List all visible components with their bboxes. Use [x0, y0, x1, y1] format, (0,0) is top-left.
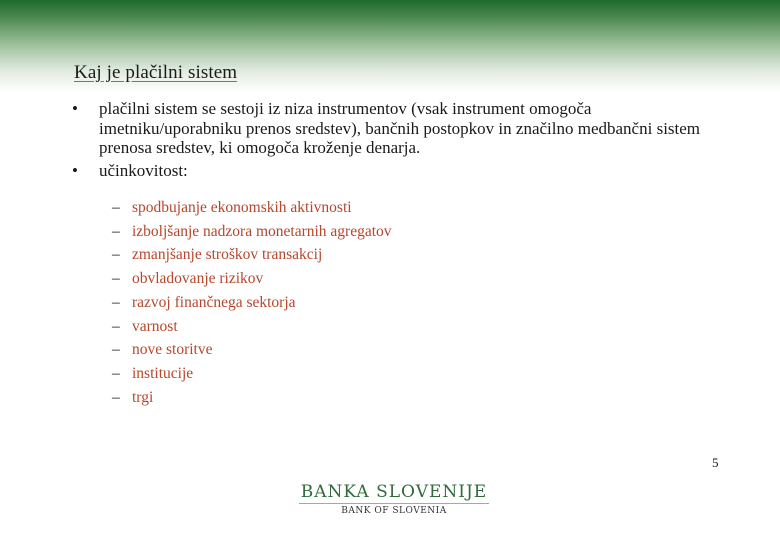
subitem-text: trgi: [132, 388, 154, 406]
slide-title: Kaj je plačilni sistem: [74, 62, 238, 83]
dash-mark: –: [112, 341, 120, 359]
subitem: [112, 267, 392, 291]
dash-mark: –: [112, 270, 120, 288]
subitem-text: spodbujanje ekonomskih aktivnosti: [132, 199, 352, 216]
dash-mark: –: [112, 388, 120, 406]
dash-mark: –: [112, 293, 120, 311]
dash-mark: –: [112, 246, 120, 264]
bullet-item: [72, 99, 712, 158]
subitem-text: razvoj finančnega sektorja: [132, 293, 296, 311]
bullet-text: učinkovitost:: [99, 160, 188, 180]
bullet-item: [72, 161, 712, 181]
subitem-text: institucije: [132, 364, 194, 382]
dash-mark: –: [112, 364, 120, 382]
subitem-text: zmanjšanje stroškov transakcij: [132, 246, 323, 264]
subitem: [112, 220, 392, 244]
subitem: [112, 291, 392, 315]
subitem-list: [112, 196, 392, 409]
subitem: [112, 362, 392, 386]
dash-mark: –: [112, 199, 120, 216]
subitem-text: nove storitve: [132, 341, 213, 359]
logo-sub-text: BANK OF SLOVENIA: [341, 506, 447, 516]
subitem: [112, 196, 392, 220]
bullet-list: [72, 99, 712, 183]
subitem: [112, 315, 392, 339]
subitem: [112, 386, 392, 410]
bullet-mark: •: [72, 99, 78, 118]
subitem-text: varnost: [132, 317, 178, 335]
bullet-text: plačilni sistem se sestoji iz niza instrumentov (vsak instrument omogoča imetniku/uporabniku prenos sredstev), bančnih postopkov in značilno medbančni sistem prenosa sredstev, ki omogoča kroženje denarja.: [99, 99, 701, 157]
dash-mark: –: [112, 317, 120, 335]
dash-mark: –: [112, 222, 120, 240]
subitem: [112, 243, 392, 267]
subitem: [112, 338, 392, 362]
logo-main-text: BANKA SLOVENIJE: [300, 482, 488, 502]
subitem-text: obvladovanje rizikov: [132, 270, 264, 288]
bullet-mark: •: [72, 160, 78, 180]
bank-logo: [290, 482, 498, 516]
page-number: 5: [712, 455, 719, 470]
subitem-text: izboljšanje nadzora monetarnih agregatov: [132, 222, 392, 240]
